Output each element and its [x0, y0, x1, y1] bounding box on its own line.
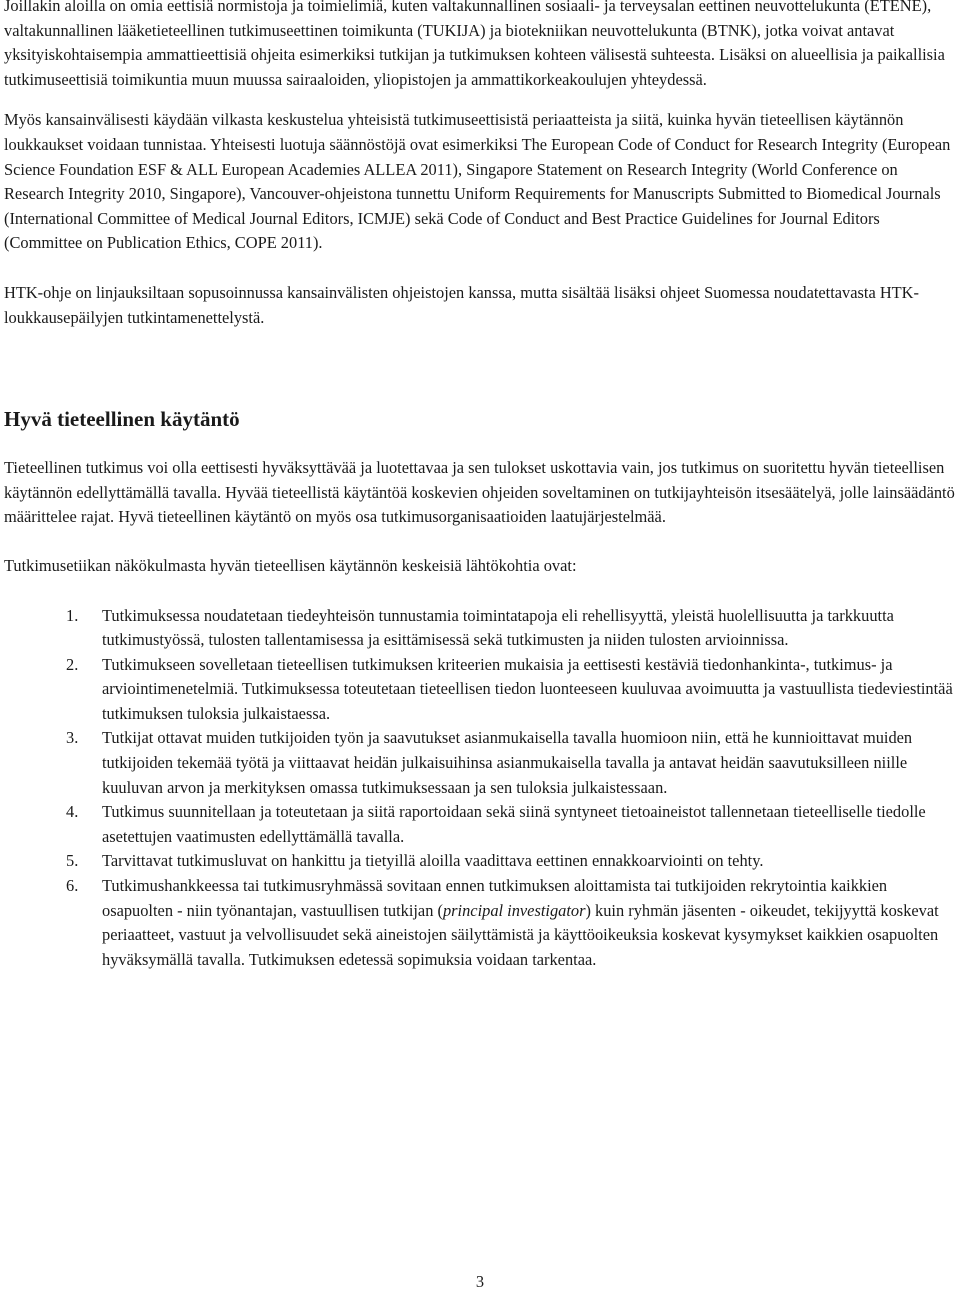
- paragraph-international-codes: Myös kansainvälisesti käydään vilkasta keskustelua yhteisistä tutkimuseettisistä periaatteista ja siitä, kuinka hyvän tieteellisen käytännön loukkaukset voidaan tunnistaa. Yhteisesti luotuja säännöstöjä ovat esimerkiksi The European Code of Conduct for Research Integrity (European Science Foundation ESF & ALL European Academies ALLEA 2011), Singapore Statement on Research Integrity (World Conference on Research Integrity 2010, Singapore), Vancouver-ohjeistona tunnettu Uniform Requirements for Manuscripts Submitted to Biomedical Journals (International Committee of Medical Journal Editors, ICMJE) sekä Code of Conduct and Best Practice Guidelines for Journal Editors (Committee on Publication Ethics, COPE 2011).: [4, 110, 951, 253]
- list-number: 4.: [66, 802, 79, 822]
- principles-list: [4, 604, 958, 973]
- list-item: [4, 653, 958, 727]
- paragraph-htk-guideline: HTK-ohje on linjauksiltaan sopusoinnussa kansainvälisten ohjeistojen kanssa, mutta sisältää lisäksi ohjeet Suomessa noudatettavasta HTK-loukkausepäilyjen tutkintamenettelystä.: [4, 282, 919, 327]
- paragraph-ethics-bodies: Joillakin aloilla on omia eettisiä normistoja ja toimielimiä, kuten valtakunnallinen sosiaali- ja terveysalan eettinen neuvottelukunta (ETENE), valtakunnallinen lääketieteellinen tutkimuseettinen toimikunta (TUKIJA) ja biotekniikan neuvottelukunta (BTNK), jotka voivat antavat yksityiskohtaisempia ammattieettisiä ohjeita esimerkiksi tutkijan ja tutkimuksen kohteen välisestä suhteesta. Lisäksi on alueellisia ja paikallisia tutkimuseettisiä toimikuntia muun muussa sairaaloiden, yliopistojen ja ammattikorkeakoulujen yhteydessä.: [4, 0, 945, 89]
- list-number: 3.: [66, 728, 79, 748]
- list-item-text: Tutkijat ottavat muiden tutkijoiden työn ja saavutukset asianmukaisella tavalla huomioon niin, että he kunnioittavat muiden tutkijoiden tekemää työtä ja viittaavat heidän julkaisuihinsa asianmukaisella tavalla ja antavat heidän saavutuksilleen niille kuuluvan arvon ja merkityksen omassa tutkimuksessaan ja sen tuloksia julkaistessaan.: [102, 728, 913, 797]
- list-item: [4, 800, 958, 849]
- list-item-italic-term: principal investigator: [442, 900, 586, 920]
- list-item-text: Tutkimukseen sovelletaan tieteellisen tutkimuksen kriteerien mukaisia ja eettisesti kestäviä tiedonhankinta-, tutkimus- ja arviointimenetelmiä. Tutkimuksessa toteutetaan tieteellisen tiedon luonteeseen kuuluvaa avoimuutta ja vastuullista tiedeviestintää tutkimuksen tuloksia julkaistaessa.: [102, 654, 953, 723]
- list-item-text: Tutkimus suunnitellaan ja toteutetaan ja siitä raportoidaan sekä siinä syntyneet tietoaineistot tallennetaan tieteelliselle tiedolle asetettujen vaatimusten edellyttämällä tavalla.: [102, 802, 926, 846]
- list-item-text-start: Tutkimushankkeessa tai tutkimusryhmässä sovitaan ennen tutkimuksen aloittamista tai tutkijoiden rekrytointia kaikkien osapuolten - niin työnantajan, vastuullisen tutkijan (: [102, 876, 888, 920]
- list-item-text-end: ) kuin ryhmän jäsenten - oikeudet, tekijyyttä koskevat periaatteet, vastuut ja velvollisuudet sekä aineistojen säilyttämistä ja käyttöoikeuksia koskevat kysymykset kaikkien osapuolten hyväksymällä tavalla. Tutkimuksen edetessä sopimuksia voidaan tarkentaa.: [102, 900, 939, 969]
- list-item: [4, 726, 958, 800]
- section-heading: Hyvä tieteellinen käytäntö: [4, 407, 240, 432]
- paragraph-good-practice: Tieteellinen tutkimus voi olla eettisesti hyväksyttävää ja luotettavaa ja sen tulokset uskottavia vain, jos tutkimus on suoritettu hyvän tieteellisen käytännön edellyttämällä tavalla. Hyvää tieteellistä käytäntöä koskevien ohjeiden soveltaminen on tutkijayhteisön itsesäätelyä, jolle lainsäädäntö määrittelee rajat. Hyvä tieteellinen käytäntö on myös osa tutkimusorganisaatioiden laatujärjestelmää.: [4, 458, 955, 527]
- list-item: [4, 849, 958, 874]
- paragraph-principles-intro: Tutkimusetiikan näkökulmasta hyvän tieteellisen käytännön keskeisiä lähtökohtia ovat:: [4, 555, 577, 575]
- list-item-text: Tutkimuksessa noudatetaan tiedeyhteisön tunnustamia toimintatapoja eli rehellisyyttä, yleistä huolellisuutta ja tarkkuutta tutkimustyössä, tulosten tallentamisessa ja esittämisessä sekä tutkimusten ja niiden tulosten arvioinnissa.: [102, 605, 894, 650]
- list-item-text: Tarvittavat tutkimusluvat on hankittu ja tietyillä aloilla vaadittava eettinen ennakkoarviointi on tehty.: [102, 851, 764, 871]
- list-number: 5.: [66, 851, 79, 871]
- list-number: 6.: [66, 876, 79, 896]
- list-number: 1.: [66, 605, 79, 625]
- list-number: 2.: [66, 654, 79, 674]
- page-number: 3: [475, 1272, 485, 1291]
- list-item: [4, 874, 958, 972]
- document-page: [4, 0, 958, 972]
- list-item: [4, 604, 958, 653]
